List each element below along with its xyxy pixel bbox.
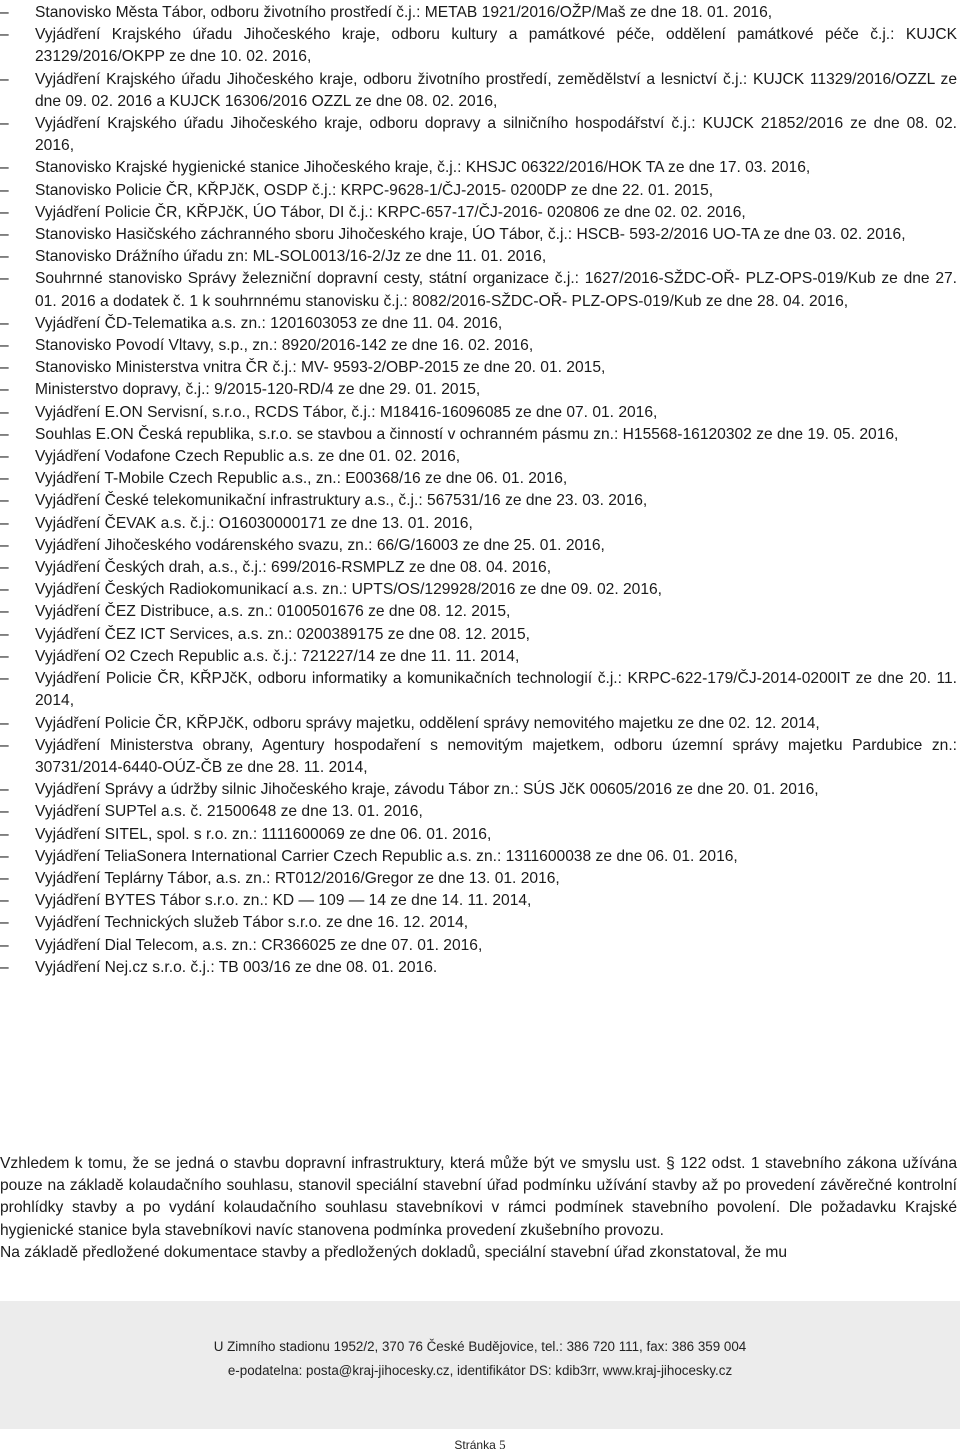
list-item: – Vyjádření O2 Czech Republic a.s. č.j.: 721227/14 ze dne 11. 11. 2014,: [0, 646, 957, 668]
list-item: – Vyjádření Vodafone Czech Republic a.s. ze dne 01. 02. 2016,: [0, 446, 957, 468]
list-item: – Vyjádření Dial Telecom, a.s. zn.: CR366025 ze dne 07. 01. 2016,: [0, 935, 957, 957]
list-item: – Vyjádření Českých drah, a.s., č.j.: 699/2016-RSMPLZ ze dne 08. 04. 2016,: [0, 557, 957, 579]
list-item: – Vyjádření ČD-Telematika a.s. zn.: 1201603053 ze dne 11. 04. 2016,: [0, 313, 957, 335]
list-item: – Vyjádření Jihočeského vodárenského svazu, zn.: 66/G/16003 ze dne 25. 01. 2016,: [0, 535, 957, 557]
approvals-list: [0, 2, 957, 979]
list-item: – Vyjádření ČEZ ICT Services, a.s. zn.: 0200389175 ze dne 08. 12. 2015,: [0, 624, 957, 646]
list-item: – Vyjádření ČEVAK a.s. č.j.: O16030000171 ze dne 13. 01. 2016,: [0, 513, 957, 535]
list-item: – Souhrnné stanovisko Správy železniční dopravní cesty, státní organizace č.j.: 1627/2016-SŽDC-OŘ- PLZ-OPS-019/Kub ze dne 27. 01. 2016 a dodatek č. 1 k souhrnnému stanovisku č.j.: 8082/2016-SŽDC-OŘ- PLZ-OPS-019/Kub ze dne 28. 04. 2016,: [0, 268, 957, 312]
list-item: – Vyjádření Ministerstva obrany, Agentury hospodaření s nemovitým majetkem, odboru územní správy majetku Pardubice zn.: 30731/2014-6440-OÚZ-ČB ze dne 28. 11. 2014,: [0, 735, 957, 779]
list-item: – Stanovisko Krajské hygienické stanice Jihočeského kraje, č.j.: KHSJC 06322/2016/HOK TA ze dne 17. 03. 2016,: [0, 157, 957, 179]
list-item: – Vyjádření SITEL, spol. s r.o. zn.: 1111600069 ze dne 06. 01. 2016,: [0, 824, 957, 846]
paragraph-conclusion: Na základě předložené dokumentace stavby a předložených dokladů, speciální stavební úřad zkonstatoval, že mu: [0, 1243, 788, 1261]
list-item: – Vyjádření SUPTel a.s. č. 21500648 ze dne 13. 01. 2016,: [0, 801, 957, 823]
list-item: – Vyjádření ČEZ Distribuce, a.s. zn.: 0100501676 ze dne 08. 12. 2015,: [0, 601, 957, 623]
body-text: [0, 1153, 957, 1264]
list-item: – Stanovisko Města Tábor, odboru životního prostředí č.j.: METAB 1921/2016/OŽP/Maš ze dne 18. 01. 2016,: [0, 2, 957, 24]
list-item: – Vyjádření Technických služeb Tábor s.r.o. ze dne 16. 12. 2014,: [0, 912, 957, 934]
list-item: – Vyjádření Správy a údržby silnic Jihočeského kraje, závodu Tábor zn.: SÚS JčK 00605/2016 ze dne 20. 01. 2016,: [0, 779, 957, 801]
list-item: – Vyjádření Teplárny Tábor, a.s. zn.: RT012/2016/Gregor ze dne 13. 01. 2016,: [0, 868, 957, 890]
list-item: – Vyjádření České telekomunikační infrastruktury a.s., č.j.: 567531/16 ze dne 23. 03. 2016,: [0, 490, 957, 512]
page-number-value: 5: [499, 1437, 506, 1452]
list-item: – Vyjádření Krajského úřadu Jihočeského kraje, odboru kultury a památkové péče, oddělení památkové péče č.j.: KUJCK 23129/2016/OKPP ze dne 10. 02. 2016,: [0, 24, 957, 68]
list-item: – Vyjádření Policie ČR, KŘPJčK, ÚO Tábor, DI č.j.: KRPC-657-17/ČJ-2016- 020806 ze dne 02. 02. 2016,: [0, 202, 957, 224]
list-item: – Vyjádření E.ON Servisní, s.r.o., RCDS Tábor, č.j.: M18416-16096085 ze dne 07. 01. 2016,: [0, 402, 957, 424]
page-number: [0, 1437, 960, 1453]
footer-contact: e-podatelna: posta@kraj-jihocesky.cz, identifikátor DS: kdib3rr, www.kraj-jihocesky.cz: [227, 1363, 733, 1378]
list-item: – Stanovisko Povodí Vltavy, s.p., zn.: 8920/2016-142 ze dne 16. 02. 2016,: [0, 335, 957, 357]
list-item: – Vyjádření BYTES Tábor s.r.o. zn.: KD — 109 — 14 ze dne 14. 11. 2014,: [0, 890, 957, 912]
list-item: – Vyjádření Krajského úřadu Jihočeského kraje, odboru životního prostředí, zemědělství a lesnictví č.j.: KUJCK 11329/2016/OZZL ze dne 09. 02. 2016 a KUJCK 16306/2016 OZZL ze dne 08. 02. 2016,: [0, 69, 957, 113]
list-item: – Vyjádření Policie ČR, KŘPJčK, odboru správy majetku, oddělení správy nemovitého majetku ze dne 02. 12. 2014,: [0, 713, 957, 735]
list-item: – Vyjádření Českých Radiokomunikací a.s. zn.: UPTS/OS/129928/2016 ze dne 09. 02. 2016,: [0, 579, 957, 601]
page-label: Stránka: [454, 1438, 496, 1452]
list-item: – Vyjádření Policie ČR, KŘPJčK, odboru informatiky a komunikačních technologií č.j.: KRPC-622-179/ČJ-2014-0200IT ze dne 20. 11. 2014,: [0, 668, 957, 712]
list-item: – Ministerstvo dopravy, č.j.: 9/2015-120-RD/4 ze dne 29. 01. 2015,: [0, 379, 957, 401]
list-item: – Stanovisko Hasičského záchranného sboru Jihočeského kraje, ÚO Tábor, č.j.: HSCB- 593-2/2016 UO-TA ze dne 03. 02. 2016,: [0, 224, 957, 246]
page-footer: [0, 1301, 960, 1429]
list-item: – Vyjádření TeliaSonera International Carrier Czech Republic a.s. zn.: 1311600038 ze dne 06. 01. 2016,: [0, 846, 957, 868]
list-item: – Vyjádření Nej.cz s.r.o. č.j.: TB 003/16 ze dne 08. 01. 2016.: [0, 957, 957, 979]
list-item: – Vyjádření Krajského úřadu Jihočeského kraje, odboru dopravy a silničního hospodářství č.j.: KUJCK 21852/2016 ze dne 08. 02. 2016,: [0, 113, 957, 157]
list-item: – Stanovisko Drážního úřadu zn: ML-SOL0013/16-2/Jz ze dne 11. 01. 2016,: [0, 246, 957, 268]
list-item: – Souhlas E.ON Česká republika, s.r.o. se stavbou a činností v ochranném pásmu zn.: H15568-16120302 ze dne 19. 05. 2016,: [0, 424, 957, 446]
list-item: – Vyjádření T-Mobile Czech Republic a.s., zn.: E00368/16 ze dne 06. 01. 2016,: [0, 468, 957, 490]
paragraph-usage-condition: Vzhledem k tomu, že se jedná o stavbu dopravní infrastruktury, která může být ve smyslu ust. § 122 odst. 1 stavebního zákona užívána pouze na základě kolaudačního souhlasu, stanovil speciální stavební úřad podmínku užívání stavby až po provedení závěrečné kontrolní prohlídky stavby a po vydání kolaudačního souhlasu stavebníkovi v rámci podmínek stavebního povolení. Dle požadavku Krajské hygienické stanice byla stavebníkovi navíc stanovena podmínka provedení zkušebního provozu.: [0, 1155, 957, 1239]
list-item: – Stanovisko Policie ČR, KŘPJčK, OSDP č.j.: KRPC-9628-1/ČJ-2015- 0200DP ze dne 22. 01. 2015,: [0, 180, 957, 202]
footer-address: U Zimního stadionu 1952/2, 370 76 České Budějovice, tel.: 386 720 111, fax: 386 359 004: [213, 1339, 747, 1354]
list-item: – Stanovisko Ministerstva vnitra ČR č.j.: MV- 9593-2/OBP-2015 ze dne 20. 01. 2015,: [0, 357, 957, 379]
